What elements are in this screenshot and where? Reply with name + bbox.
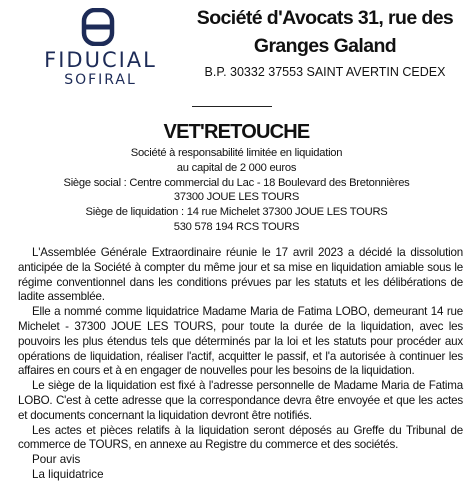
company-registered-office: Siège social : Centre commercial du Lac - 18 Boulevard des Bretonnières xyxy=(63,176,410,189)
firm-name-line-2: Granges Galand xyxy=(253,35,397,57)
company-name: VET'RETOUCHE xyxy=(163,121,310,143)
company-registered-office-city: 37300 JOUE LES TOURS xyxy=(173,191,300,204)
fiducial-sofiral-logo xyxy=(28,8,173,88)
paragraph-liquidator: Elle a nommé comme liquidatrice Madame Maria de Fatima LOBO, demeurant 14 rue Michelet - 37300 JOUE LES TOURS, pour toute la durée de la liquidation, avec les pouvoirs les plus étendus tels que déterminés par la loi et les statuts pour procéder aux opérations de liquidation, réaliser l'actif, acquitter le passif, et l'a autorisée à continuer les affaires en cours et à en engager de nouvelles pour les besoins de la liquidation. xyxy=(18,305,463,378)
firm-name-line-1: Société d'Avocats 31, rue des xyxy=(196,7,454,29)
company-block xyxy=(0,120,473,235)
paragraph-filing: Les actes et pièces relatifs à la liquidation seront déposés au Greffe du Tribunal de commerce de TOURS, en annexe au Registre du commerce et des sociétés. xyxy=(18,423,463,452)
company-capital: au capital de 2 000 euros xyxy=(176,161,297,174)
law-firm-heading xyxy=(180,4,470,80)
company-liquidation-office: Siège de liquidation : 14 rue Michelet 37300 JOUE LES TOURS xyxy=(85,206,388,219)
logo-subname: SOFIRAL xyxy=(64,72,137,88)
header-divider xyxy=(192,106,272,107)
fiducial-s-mark-icon xyxy=(81,8,115,46)
paragraph-dissolution: L'Assemblée Générale Extraordinaire réunie le 17 avril 2023 a décidé la dissolution anticipée de la Société à compter du même jour et sa mise en liquidation amiable sous le régime conventionnel dans les conditions prévues par les statuts et les délibérations de ladite assemblée. xyxy=(18,246,463,304)
company-rcs-number: 530 578 194 RCS TOURS xyxy=(173,220,300,233)
logo-name: FIDUCIAL xyxy=(44,48,157,72)
paragraph-liquidation-seat: Le siège de la liquidation est fixé à l'adresse personnelle de Madame Maria de Fatima LOBO. C'est à cette adresse que la correspondance devra être envoyée et que les actes et documents concernant la liquidation devront être notifiés. xyxy=(18,379,463,422)
closing-signature: La liquidatrice xyxy=(32,467,104,481)
closing-pour-avis: Pour avis xyxy=(32,453,81,467)
company-legal-form: Société à responsabilité limitée en liquidation xyxy=(130,147,343,159)
notice-body xyxy=(18,246,463,483)
firm-address: B.P. 30332 37553 SAINT AVERTIN CEDEX xyxy=(204,65,446,79)
company-info xyxy=(0,146,473,235)
